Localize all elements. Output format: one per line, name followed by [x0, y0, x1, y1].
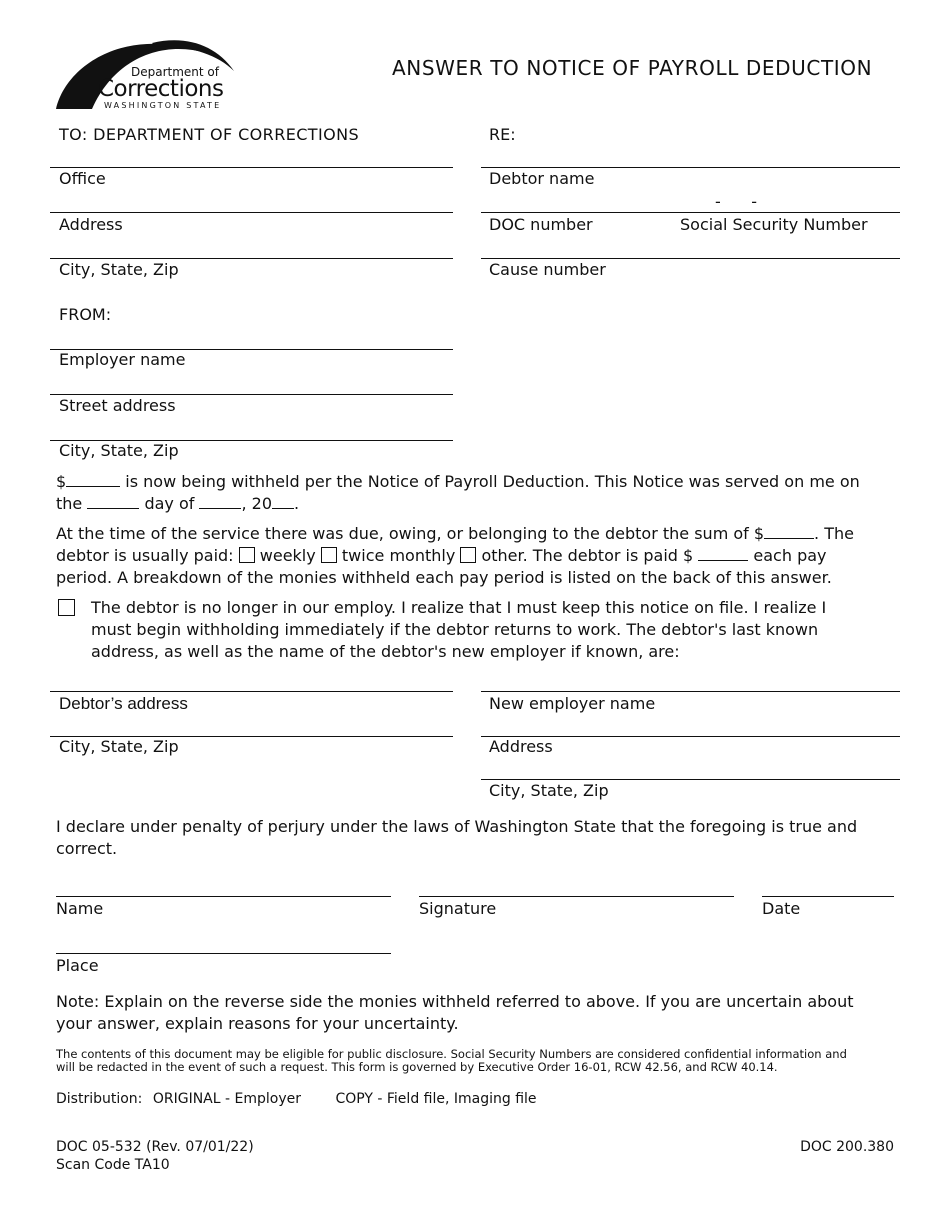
policy-number: DOC 200.380	[800, 1139, 894, 1155]
date-label: Date	[762, 899, 801, 918]
twice-monthly-label: twice monthly	[341, 546, 456, 565]
served-comma20: , 20	[241, 494, 273, 513]
due-text2: debtor is usually paid:	[56, 546, 234, 565]
name-line[interactable]	[56, 896, 391, 897]
note-line1: Note: Explain on the reverse side the monies withheld referred to above. If you are uncertain about	[56, 992, 854, 1011]
doc-number-line[interactable]	[481, 212, 900, 213]
street-address-label: Street address	[59, 396, 176, 415]
new-employer-label: New employer name	[489, 694, 656, 713]
distribution-original: ORIGINAL - Employer	[152, 1091, 301, 1107]
disclosure-line2: will be redacted in the event of such a request. This form is governed by Executive Order 16-01, RCW 42.56, and RCW 40.14.	[56, 1060, 778, 1074]
debtors-address-line[interactable]	[50, 691, 453, 692]
distribution-copy: COPY - Field file, Imaging file	[335, 1091, 537, 1107]
note-line2: your answer, explain reasons for your uncertainty.	[56, 1014, 459, 1033]
debtor-name-label: Debtor name	[489, 169, 595, 188]
served-month-blank[interactable]	[199, 494, 241, 509]
re-heading: RE:	[489, 125, 516, 144]
due-sum-blank[interactable]	[764, 524, 814, 539]
new-employer-line[interactable]	[481, 691, 900, 692]
withheld-paragraph	[56, 471, 896, 515]
to-address-label: Address	[59, 215, 123, 234]
withheld-text1: is now being withheld per the Notice of Payroll Deduction. This Notice was served on me on	[125, 472, 860, 491]
ssn-dashes: - -	[715, 192, 758, 211]
logo-line2: Corrections	[98, 76, 224, 102]
served-dayof: day of	[144, 494, 195, 513]
due-text1: At the time of the service there was due, owing, or belonging to the debtor the sum of $	[56, 524, 765, 543]
served-period: .	[294, 494, 300, 513]
logo-line1: Department of	[131, 65, 219, 79]
served-day-blank[interactable]	[87, 494, 139, 509]
debtor-name-line[interactable]	[481, 167, 900, 168]
employ-line1: The debtor is no longer in our employ. I realize that I must keep this notice on file. I realize I	[91, 598, 827, 617]
weekly-label: weekly	[259, 546, 316, 565]
withheld-amount-blank[interactable]	[66, 472, 120, 487]
form-number: DOC 05-532 (Rev. 07/01/22)	[56, 1139, 254, 1155]
street-address-line[interactable]	[50, 394, 453, 395]
note	[56, 991, 906, 1035]
disclosure-line1: The contents of this document may be eligible for public disclosure. Social Security Numbers are considered confidential information and	[56, 1047, 847, 1061]
new-employer-address-label: Address	[489, 737, 553, 756]
date-line[interactable]	[762, 896, 894, 897]
due-text3: period. A breakdown of the monies withheld each pay period is listed on the back of this answer.	[56, 568, 832, 587]
withheld-dollar: $	[56, 472, 67, 491]
name-label: Name	[56, 899, 104, 918]
to-heading: TO: DEPARTMENT OF CORRECTIONS	[59, 125, 360, 144]
other-label: other. The debtor is paid $	[481, 546, 694, 565]
scan-code: Scan Code TA10	[56, 1157, 170, 1173]
distribution	[56, 1091, 537, 1107]
ssn-label: Social Security Number	[680, 215, 868, 234]
employ-line2: must begin withholding immediately if the debtor returns to work. The debtor's last known	[91, 620, 819, 639]
declaration-line1: I declare under penalty of perjury under the laws of Washington State that the foregoing is true and	[56, 817, 858, 836]
to-city-label: City, State, Zip	[59, 260, 179, 279]
employer-name-label: Employer name	[59, 350, 186, 369]
employ-line3: address, as well as the name of the debtor's new employer if known, are:	[91, 642, 680, 661]
no-longer-employed-checkbox[interactable]	[58, 599, 75, 616]
signature-line[interactable]	[419, 896, 734, 897]
place-label: Place	[56, 956, 99, 975]
debtor-city-label: City, State, Zip	[59, 737, 179, 756]
new-employer-city-label: City, State, Zip	[489, 781, 609, 800]
due-text1-end: . The	[814, 524, 854, 543]
other-checkbox[interactable]	[460, 547, 476, 563]
served-year-blank[interactable]	[272, 494, 294, 509]
to-address-line[interactable]	[50, 212, 453, 213]
declaration-line2: correct.	[56, 839, 118, 858]
debtors-address-label: Debtor’s address	[59, 694, 188, 713]
cause-number-label: Cause number	[489, 260, 606, 279]
logo-line3: WASHINGTON STATE	[104, 101, 222, 110]
cause-number-line[interactable]	[481, 258, 900, 259]
to-city-line[interactable]	[50, 258, 453, 259]
weekly-checkbox[interactable]	[239, 547, 255, 563]
twice-monthly-checkbox[interactable]	[321, 547, 337, 563]
signature-label: Signature	[419, 899, 497, 918]
distribution-label: Distribution:	[56, 1091, 143, 1107]
new-employer-city-line[interactable]	[481, 779, 900, 780]
from-heading: FROM:	[59, 305, 112, 324]
office-line[interactable]	[50, 167, 453, 168]
served-the: the	[56, 494, 83, 513]
declaration	[56, 816, 906, 860]
employ-paragraph	[91, 597, 891, 663]
due-text2-end: each pay	[753, 546, 827, 565]
paid-amount-blank[interactable]	[698, 546, 748, 561]
from-city-label: City, State, Zip	[59, 441, 179, 460]
office-label: Office	[59, 169, 106, 188]
place-line[interactable]	[56, 953, 391, 954]
disclosure	[56, 1048, 906, 1074]
due-paragraph	[56, 523, 906, 589]
doc-logo	[56, 35, 246, 113]
doc-number-label: DOC number	[489, 215, 593, 234]
page-title: ANSWER TO NOTICE OF PAYROLL DEDUCTION	[392, 56, 873, 80]
